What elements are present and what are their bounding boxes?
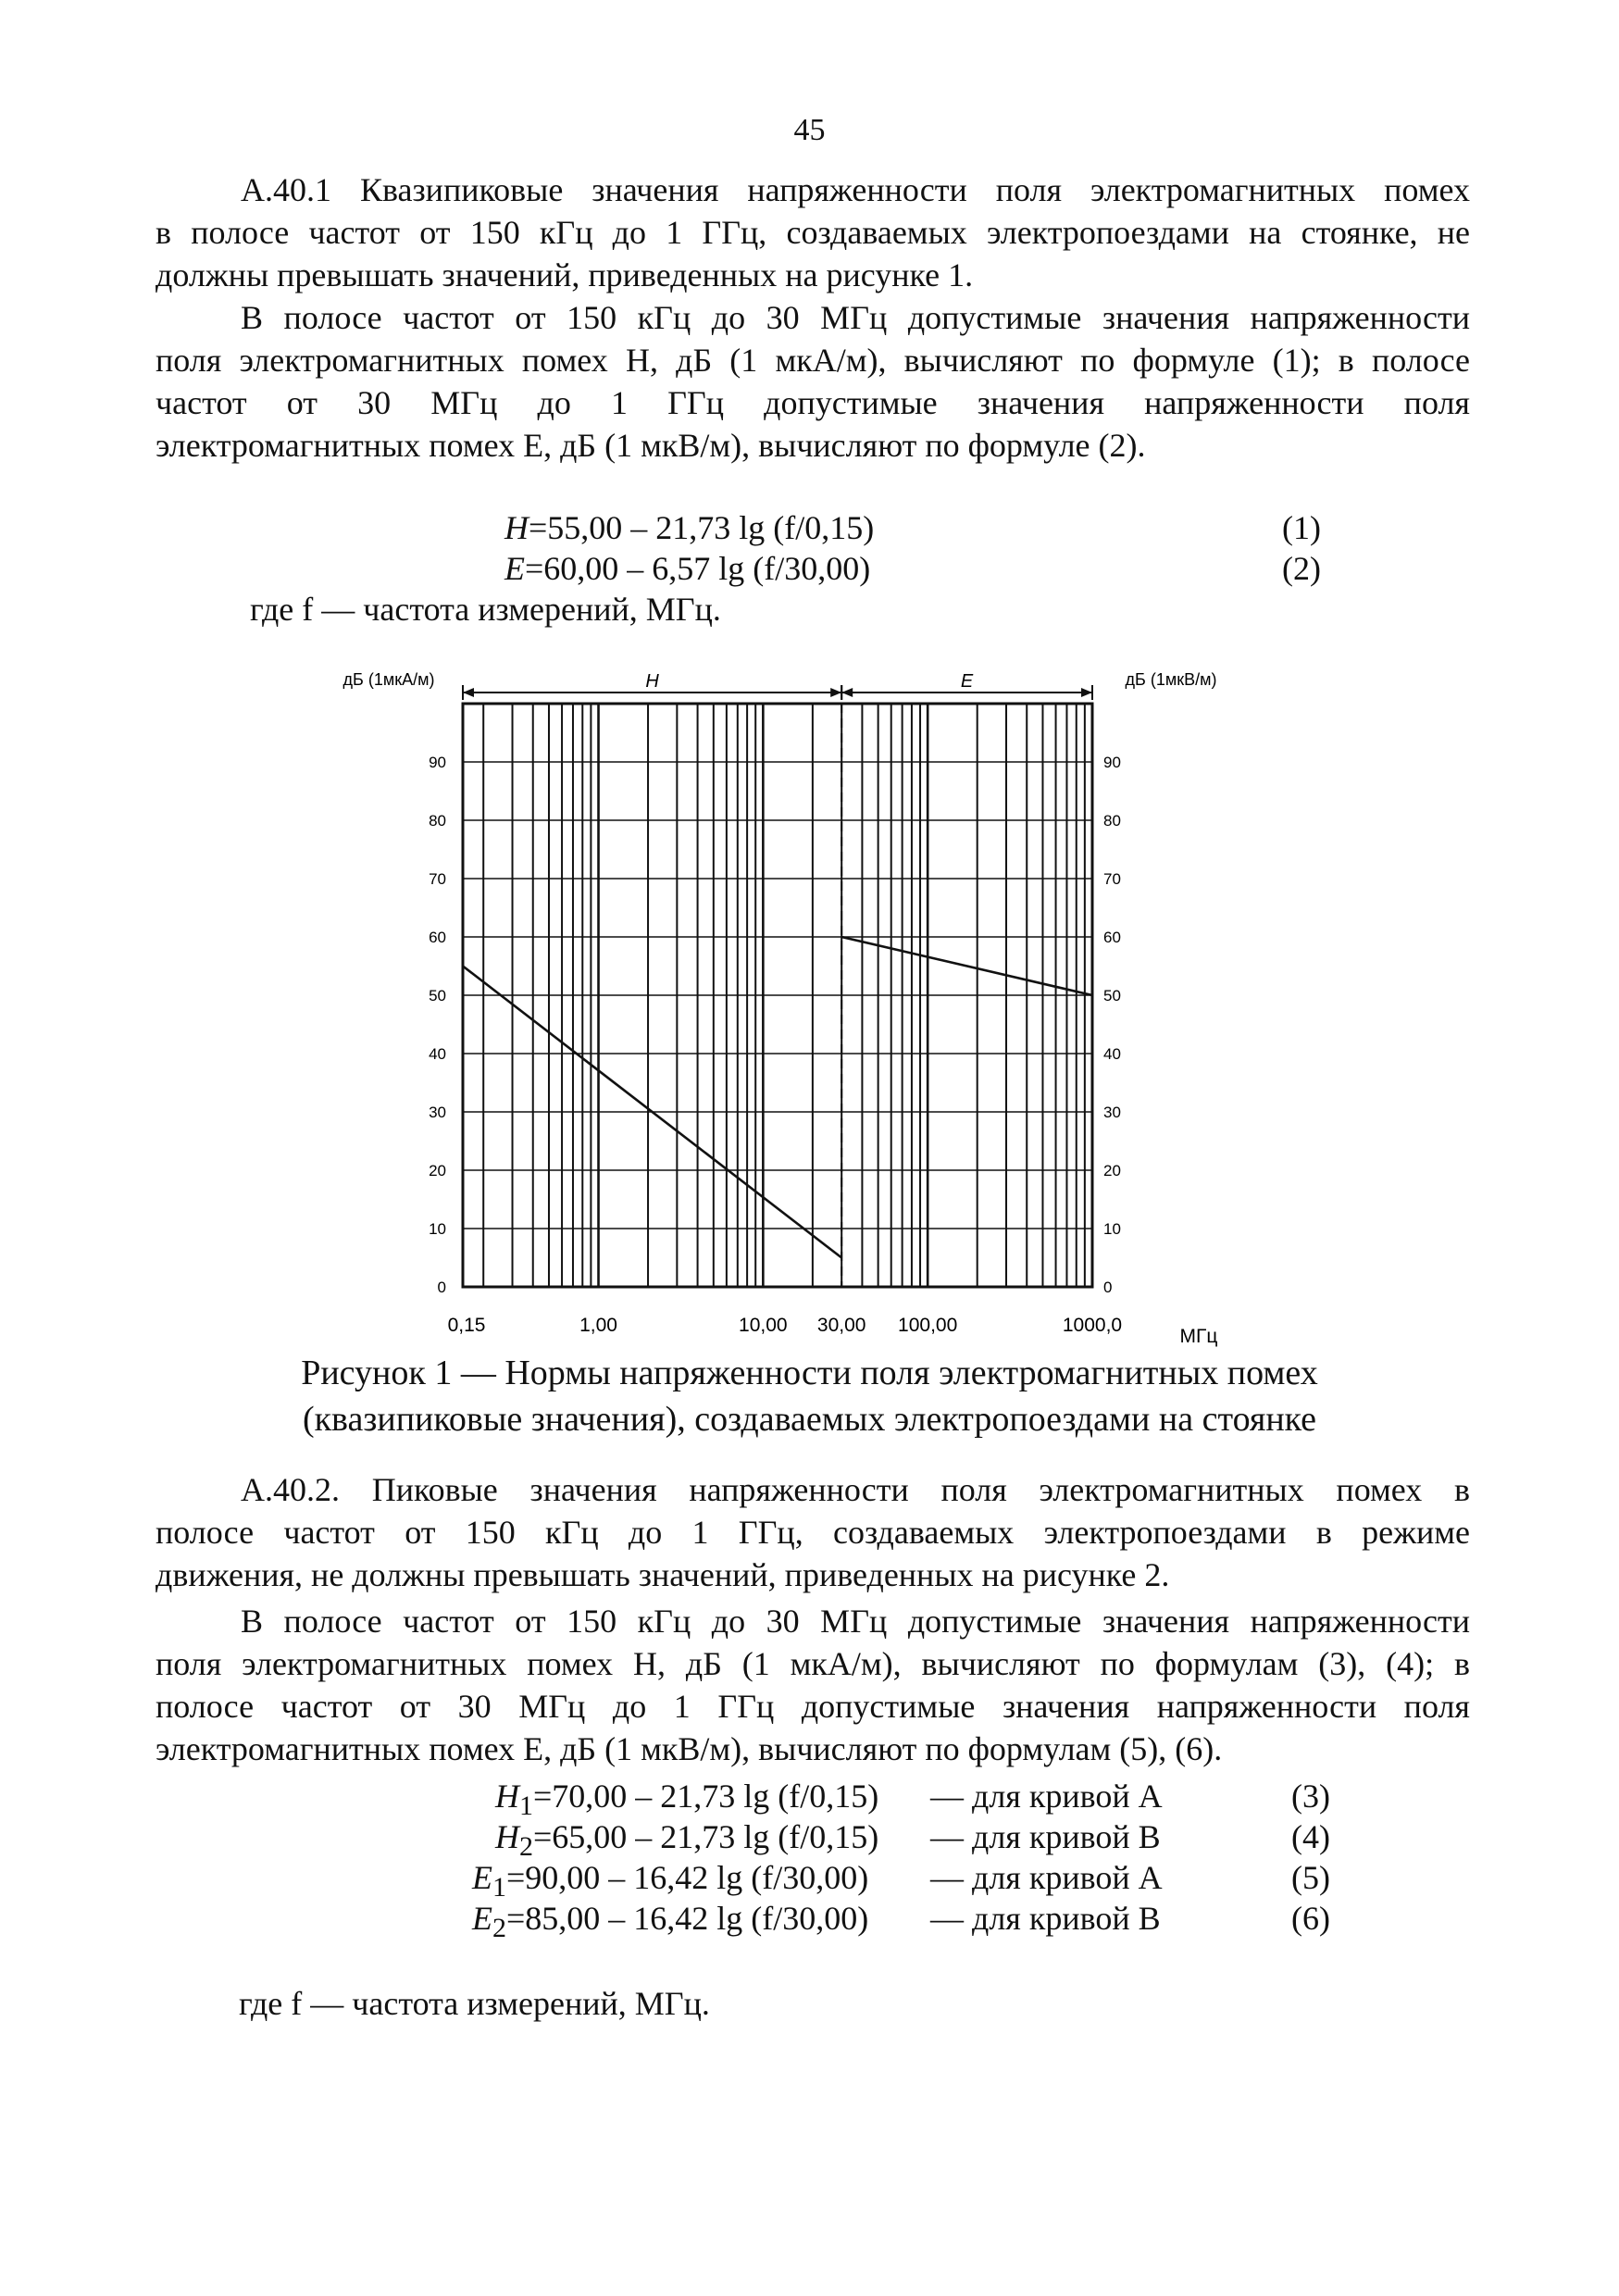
- range-arrow: [841, 688, 853, 697]
- formula-where-note: где f — частота измерений, МГц.: [239, 1985, 710, 2022]
- x-tick-label: 0,15: [447, 1315, 486, 1336]
- y-tick-label-left: 70: [429, 870, 446, 888]
- text-line: поля электромагнитных помех H, дБ (1 мкА/м), вычисляют по формуле (1); в полосе: [156, 342, 1470, 379]
- figure1-caption: [0, 1350, 1619, 1442]
- y-tick-label-left: 30: [429, 1104, 446, 1121]
- x-tick-label: 100,00: [898, 1315, 958, 1336]
- page-number: 45: [793, 113, 826, 147]
- formula-subscript: 2: [492, 1913, 506, 1944]
- range-label-e: E: [960, 671, 974, 692]
- y-tick-label-right: 10: [1103, 1220, 1121, 1238]
- chart-grid: [463, 704, 1092, 1287]
- range-label-h: H: [645, 671, 659, 692]
- y-tick-label-left: 0: [437, 1279, 446, 1296]
- formula-number: (1): [1282, 509, 1321, 546]
- range-arrow: [1081, 688, 1092, 697]
- formula-subscript: 1: [519, 1791, 533, 1822]
- formula-variable: H: [504, 509, 529, 546]
- y-tick-label-left: 10: [429, 1220, 446, 1238]
- y-tick-label-left: 60: [429, 929, 446, 946]
- x-tick-label: 10,00: [739, 1315, 788, 1336]
- section1-paragraph1: [156, 168, 1470, 296]
- formula-expression: =90,00 – 16,42 lg (f/30,00): [506, 1859, 869, 1896]
- formula-expression: =60,00 – 6,57 lg (f/30,00): [525, 550, 871, 587]
- formula-subscript: 1: [492, 1872, 506, 1903]
- formula-number: (2): [1282, 550, 1321, 587]
- formula-variable: E: [472, 1900, 492, 1937]
- formula-note: — для кривой А: [930, 1778, 1163, 1815]
- text-line: электромагнитных помех E, дБ (1 мкВ/м), вычисляют по формуле (2).: [156, 427, 1146, 464]
- formula-expression: =70,00 – 21,73 lg (f/0,15): [533, 1778, 879, 1815]
- formula-variable: H: [495, 1778, 519, 1815]
- series-line-e: [841, 937, 1092, 995]
- y-tick-label-right: 80: [1103, 812, 1121, 830]
- y-tick-label-right: 20: [1103, 1162, 1121, 1179]
- text-line: полосе частот от 150 кГц до 1 ГГц, создаваемых электропоездами в режиме: [156, 1514, 1470, 1551]
- chart-range-markers: [463, 671, 1092, 700]
- formula-where-note: где f — частота измерений, МГц.: [250, 591, 721, 628]
- formula-note: — для кривой А: [930, 1859, 1163, 1896]
- figure1-chart: [305, 648, 1287, 1352]
- text-line: А.40.1 Квазипиковые значения напряженности поля электромагнитных помех: [241, 171, 1470, 208]
- y-tick-label-right: 0: [1103, 1279, 1113, 1296]
- text-line: А.40.2. Пиковые значения напряженности поля электромагнитных помех в: [241, 1471, 1470, 1508]
- x-tick-label: 1000,0: [1062, 1315, 1123, 1336]
- formula-expression: =55,00 – 21,73 lg (f/0,15): [529, 509, 875, 546]
- formula-variable: E: [504, 550, 525, 587]
- text-line: электромагнитных помех E, дБ (1 мкВ/м), вычисляют по формулам (5), (6).: [156, 1730, 1223, 1767]
- section2-paragraph1: [156, 1468, 1470, 1596]
- caption-line: Рисунок 1 — Нормы напряженности поля электромагнитных помех: [301, 1354, 1318, 1392]
- formula-expression: =65,00 – 21,73 lg (f/0,15): [533, 1818, 879, 1855]
- y-tick-label-right: 50: [1103, 987, 1121, 1004]
- text-line: поля электромагнитных помех H, дБ (1 мкА/м), вычисляют по формулам (3), (4); в: [156, 1645, 1470, 1682]
- text-line: В полосе частот от 150 кГц до 30 МГц допустимые значения напряженности: [241, 1603, 1470, 1640]
- text-line: полосе частот от 30 МГц до 1 ГГц допустимые значения напряженности поля: [156, 1688, 1470, 1725]
- formula-variable: E: [472, 1859, 492, 1896]
- right-axis-label: дБ (1мкВ/м): [1125, 670, 1217, 689]
- range-arrow: [463, 688, 474, 697]
- formula-number: (3): [1291, 1778, 1330, 1815]
- formula-note: — для кривой В: [930, 1900, 1161, 1937]
- formula-number: (5): [1291, 1859, 1330, 1896]
- formula-expression: =85,00 – 16,42 lg (f/30,00): [506, 1900, 869, 1937]
- x-tick-label: 30,00: [816, 1315, 866, 1336]
- y-tick-label-right: 90: [1103, 754, 1121, 771]
- y-tick-label-right: 40: [1103, 1045, 1121, 1063]
- text-line: частот от 30 МГц до 1 ГГц допустимые значения напряженности поля: [156, 384, 1470, 421]
- y-tick-label-left: 20: [429, 1162, 446, 1179]
- chart-series: [463, 937, 1092, 1258]
- section1-paragraph2: [156, 296, 1470, 467]
- y-tick-label-left: 50: [429, 987, 446, 1004]
- formula-variable: H: [495, 1818, 519, 1855]
- formula-subscript: 2: [519, 1831, 533, 1863]
- y-tick-label-right: 70: [1103, 870, 1121, 888]
- left-axis-label: дБ (1мкА/м): [342, 670, 435, 689]
- formula-6: [472, 1898, 868, 1949]
- formula-2: [504, 548, 870, 589]
- formula-1: [504, 507, 874, 548]
- y-tick-label-left: 40: [429, 1045, 446, 1063]
- y-tick-label-right: 60: [1103, 929, 1121, 946]
- section2-paragraph2: [156, 1600, 1470, 1770]
- x-unit-label: МГц: [1179, 1326, 1218, 1347]
- y-tick-label-right: 30: [1103, 1104, 1121, 1121]
- y-tick-label-left: 80: [429, 812, 446, 830]
- caption-line: (квазипиковые значения), создаваемых электропоездами на стоянке: [302, 1400, 1317, 1439]
- text-line: движения, не должны превышать значений, приведенных на рисунке 2.: [156, 1556, 1170, 1593]
- text-line: должны превышать значений, приведенных на рисунке 1.: [156, 256, 974, 293]
- formula-number: (4): [1291, 1818, 1330, 1855]
- text-line: В полосе частот от 150 кГц до 30 МГц допустимые значения напряженности: [241, 299, 1470, 336]
- y-tick-label-left: 90: [429, 754, 446, 771]
- formula-note: — для кривой В: [930, 1818, 1161, 1855]
- x-tick-label: 1,00: [579, 1315, 617, 1336]
- formula-number: (6): [1291, 1900, 1330, 1937]
- text-line: в полосе частот от 150 кГц до 1 ГГц, создаваемых электропоездами на стоянке, не: [156, 214, 1470, 251]
- range-arrow: [830, 688, 841, 697]
